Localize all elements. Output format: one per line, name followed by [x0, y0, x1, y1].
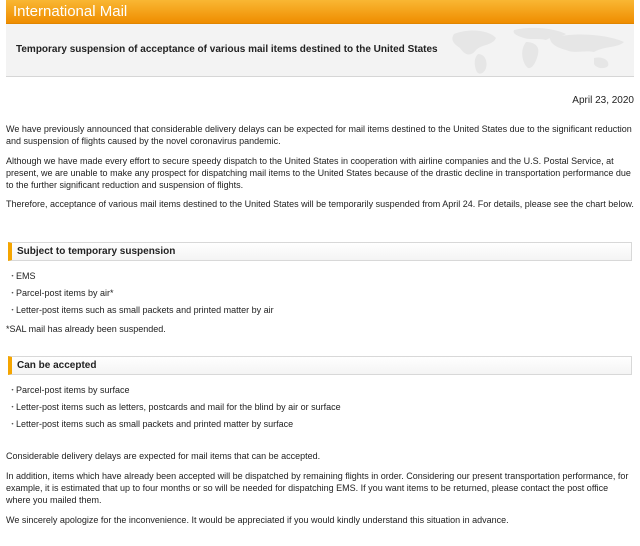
page-header	[6, 24, 634, 77]
accepted-item	[8, 384, 130, 396]
closing-paragraph-1: Considerable delivery delays are expected for mail items that can be accepted.	[6, 451, 321, 461]
suspended-item	[8, 287, 114, 299]
suspension-section-heading	[8, 242, 632, 261]
announcement-date: April 23, 2020	[572, 95, 634, 106]
intro-paragraph-1: We have previously announced that considerable delivery delays can be expected for mail items destined to the United States due to the significant reduction and suspension of flights caused by the novel coronavirus pandemic.	[6, 124, 632, 146]
accepted-section-heading	[8, 356, 632, 375]
bullet-mark: ・	[8, 305, 18, 315]
suspended-item	[8, 304, 274, 316]
sal-mail-note: *SAL mail has already been suspended.	[6, 324, 166, 334]
bullet-mark: ・	[8, 385, 18, 395]
banner-title: International Mail	[13, 3, 128, 20]
accepted-item	[8, 418, 293, 430]
bullet-mark: ・	[8, 271, 18, 281]
page-title: Temporary suspension of acceptance of various mail items destined to the United States	[16, 44, 438, 55]
suspension-heading-text: Subject to temporary suspension	[17, 246, 176, 257]
closing-paragraph-2: In addition, items which have already been accepted will be dispatched by remaining flights in order. Considering our present transportation performance, for example, it is estimated that up to four months or so will be needed for dispatching EMS. If you want items to be returned, please contact the post office where you mailed them.	[6, 471, 629, 505]
accepted-item-text: Letter-post items such as small packets and printed matter by surface	[16, 419, 294, 429]
bullet-mark: ・	[8, 419, 18, 429]
bullet-mark: ・	[8, 288, 18, 298]
intro-paragraph-2: Although we have made every effort to secure speedy dispatch to the United States in cooperation with airline companies and the U.S. Postal Service, at present, we are unable to make any prospect for dispatching mail items to the United States because of the drastic decline in transportation performance due to the further significant reduction and suspension of flights.	[6, 156, 631, 190]
accepted-item-text: Parcel-post items by surface	[16, 385, 130, 395]
intro-paragraph-3: Therefore, acceptance of various mail items destined to the United States will be temporarily suspended from April 24. For details, please see the chart below.	[6, 199, 634, 209]
accepted-item-text: Letter-post items such as letters, postcards and mail for the blind by air or surface	[16, 402, 341, 412]
world-map-icon	[434, 24, 634, 76]
suspended-item	[8, 270, 36, 282]
accepted-item	[8, 401, 341, 413]
suspended-item-text: EMS	[16, 271, 36, 281]
closing-paragraph-3: We sincerely apologize for the inconvenience. It would be appreciated if you would kindly understand this situation in advance.	[6, 515, 509, 525]
accepted-heading-text: Can be accepted	[17, 360, 97, 371]
suspended-item-text: Letter-post items such as small packets and printed matter by air	[16, 305, 274, 315]
suspended-item-text: Parcel-post items by air*	[16, 288, 114, 298]
international-mail-banner	[6, 0, 634, 24]
bullet-mark: ・	[8, 402, 18, 412]
